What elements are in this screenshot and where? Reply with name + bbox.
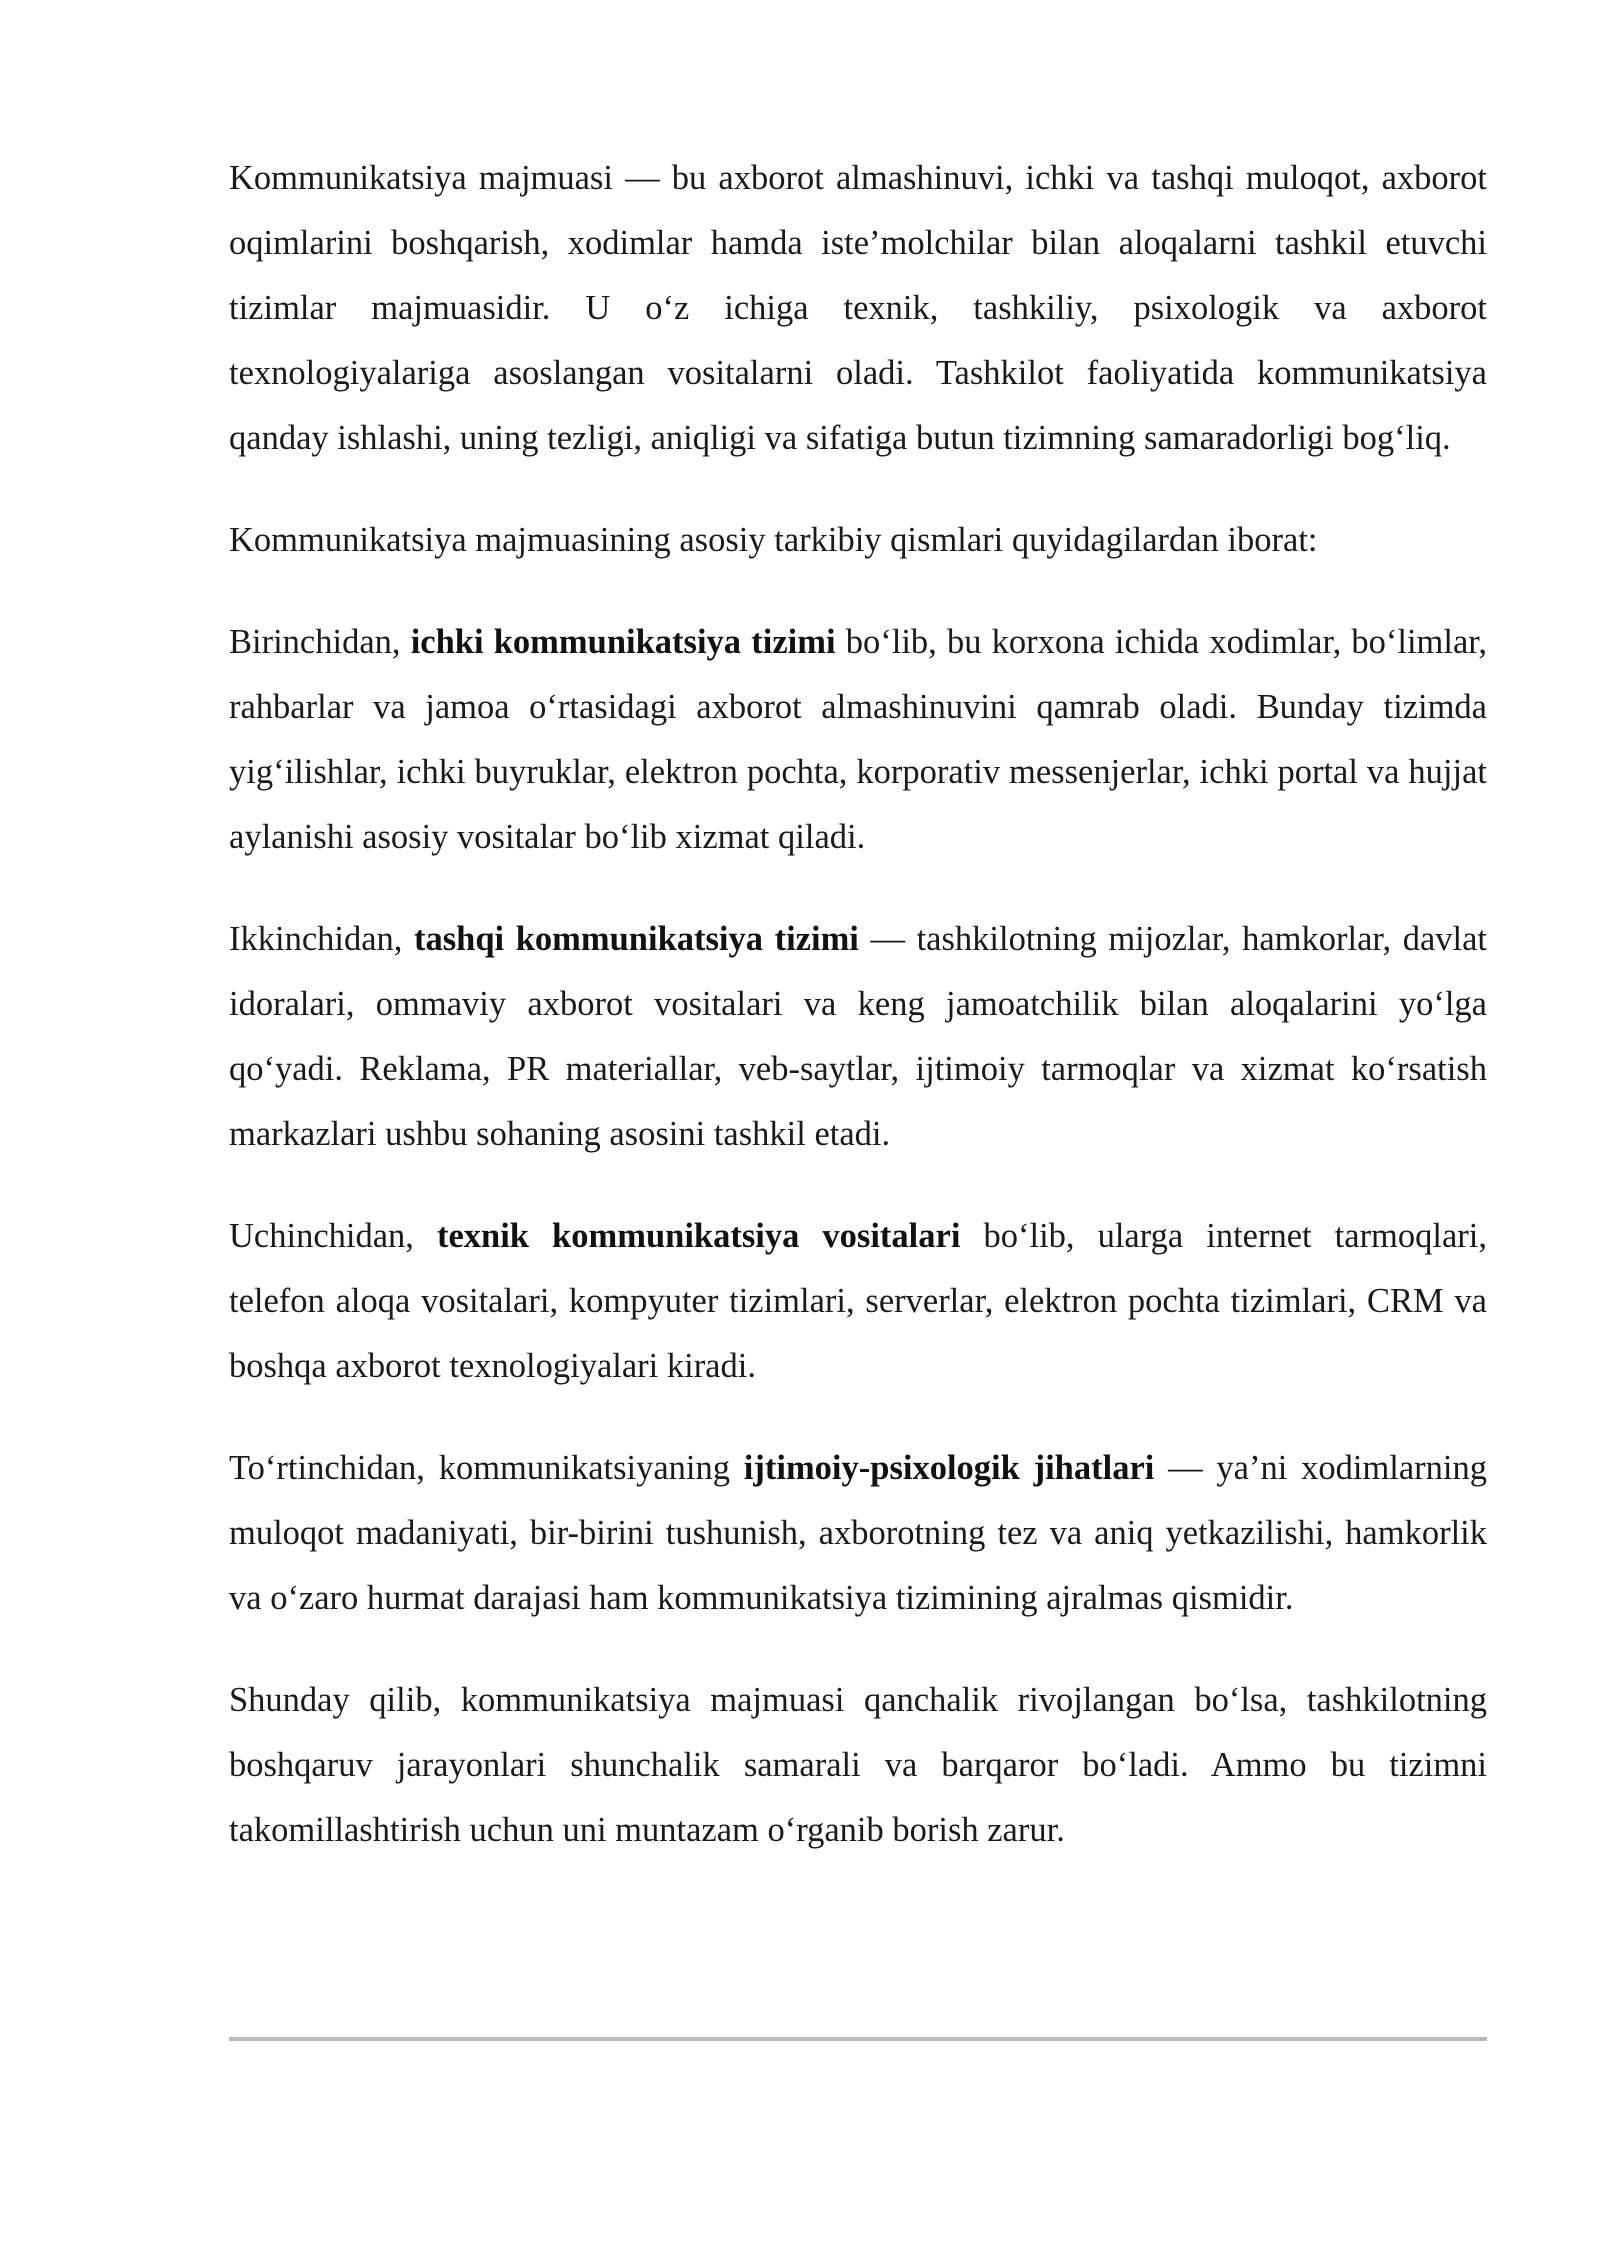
paragraph-rest: — ya’ni xodimlarning muloqot madaniyati, bir-birini tushunish, axborotning tez va aniq yetkazilishi, hamkorlik va o‘zaro hurmat darajasi ham kommunikatsiya tizimining ajralmas qismidir.	[229, 1449, 1487, 1617]
paragraph-text: Kommunikatsiya majmuasining asosiy tarkibiy qismlari quyidagilardan iborat:	[229, 521, 1318, 559]
paragraph-rest: bo‘lib, bu korxona ichida xodimlar, bo‘limlar, rahbarlar va jamoa o‘rtasidagi axborot almashinuvini qamrab oladi. Bunday tizimda yig‘ilishlar, ichki buyruklar, elektron pochta, korporativ messenjerlar, ichki portal va hujjat aylanishi asosiy vositalar bo‘lib xizmat qiladi.	[229, 623, 1488, 856]
paragraph-external-communication	[229, 907, 1487, 1167]
document-body	[229, 146, 1487, 1900]
paragraph-bold-term: ijtimoiy-psixologik jihatlari	[743, 1449, 1155, 1487]
horizontal-divider	[229, 2037, 1487, 2041]
paragraph-bold-term: tashqi kommunikatsiya tizimi	[414, 920, 859, 958]
paragraph-components-intro	[229, 508, 1487, 573]
paragraph-conclusion	[229, 1668, 1487, 1863]
paragraph-text: Kommunikatsiya majmuasi — bu axborot almashinuvi, ichki va tashqi muloqot, axborot oqimlarini boshqarish, xodimlar hamda iste’molchilar bilan aloqalarni tashkil etuvchi tizimlar majmuasidir. U o‘z ichiga texnik, tashkiliy, psixologik va axborot texnologiyalariga asoslangan vositalarni oladi. Tashkilot faoliyatida kommunikatsiya qanday ishlashi, uning tezligi, aniqligi va sifatiga butun tizimning samaradorligi bog‘liq.	[229, 159, 1487, 457]
paragraph-text: Shunday qilib, kommunikatsiya majmuasi qanchalik rivojlangan bo‘lsa, tashkilotning boshqaruv jarayonlari shunchalik samarali va barqaror bo‘ladi. Ammo bu tizimni takomillashtirish uchun uni muntazam o‘rganib borish zarur.	[229, 1681, 1487, 1849]
paragraph-social-psychological	[229, 1436, 1487, 1631]
paragraph-lead: Ikkinchidan,	[229, 920, 414, 958]
paragraph-technical-means	[229, 1204, 1487, 1399]
paragraph-bold-term: texnik kommunikatsiya vositalari	[436, 1217, 961, 1255]
paragraph-rest: bo‘lib, ularga internet tarmoqlari, telefon aloqa vositalari, kompyuter tizimlari, serverlar, elektron pochta tizimlari, CRM va boshqa axborot texnologiyalari kiradi.	[229, 1217, 1487, 1385]
paragraph-intro	[229, 146, 1487, 471]
paragraph-lead: To‘rtinchidan, kommunikatsiyaning	[229, 1449, 744, 1487]
paragraph-lead: Birinchidan,	[229, 623, 411, 661]
paragraph-bold-term: ichki kommunikatsiya tizimi	[410, 623, 836, 661]
paragraph-lead: Uchinchidan,	[229, 1217, 437, 1255]
paragraph-internal-communication	[229, 610, 1487, 870]
paragraph-rest: — tashkilotning mijozlar, hamkorlar, davlat idoralari, ommaviy axborot vositalari va keng jamoatchilik bilan aloqalarini yo‘lga qo‘yadi. Reklama, PR materiallar, veb-saytlar, ijtimoiy tarmoqlar va xizmat ko‘rsatish markazlari ushbu sohaning asosini tashkil etadi.	[229, 920, 1487, 1153]
